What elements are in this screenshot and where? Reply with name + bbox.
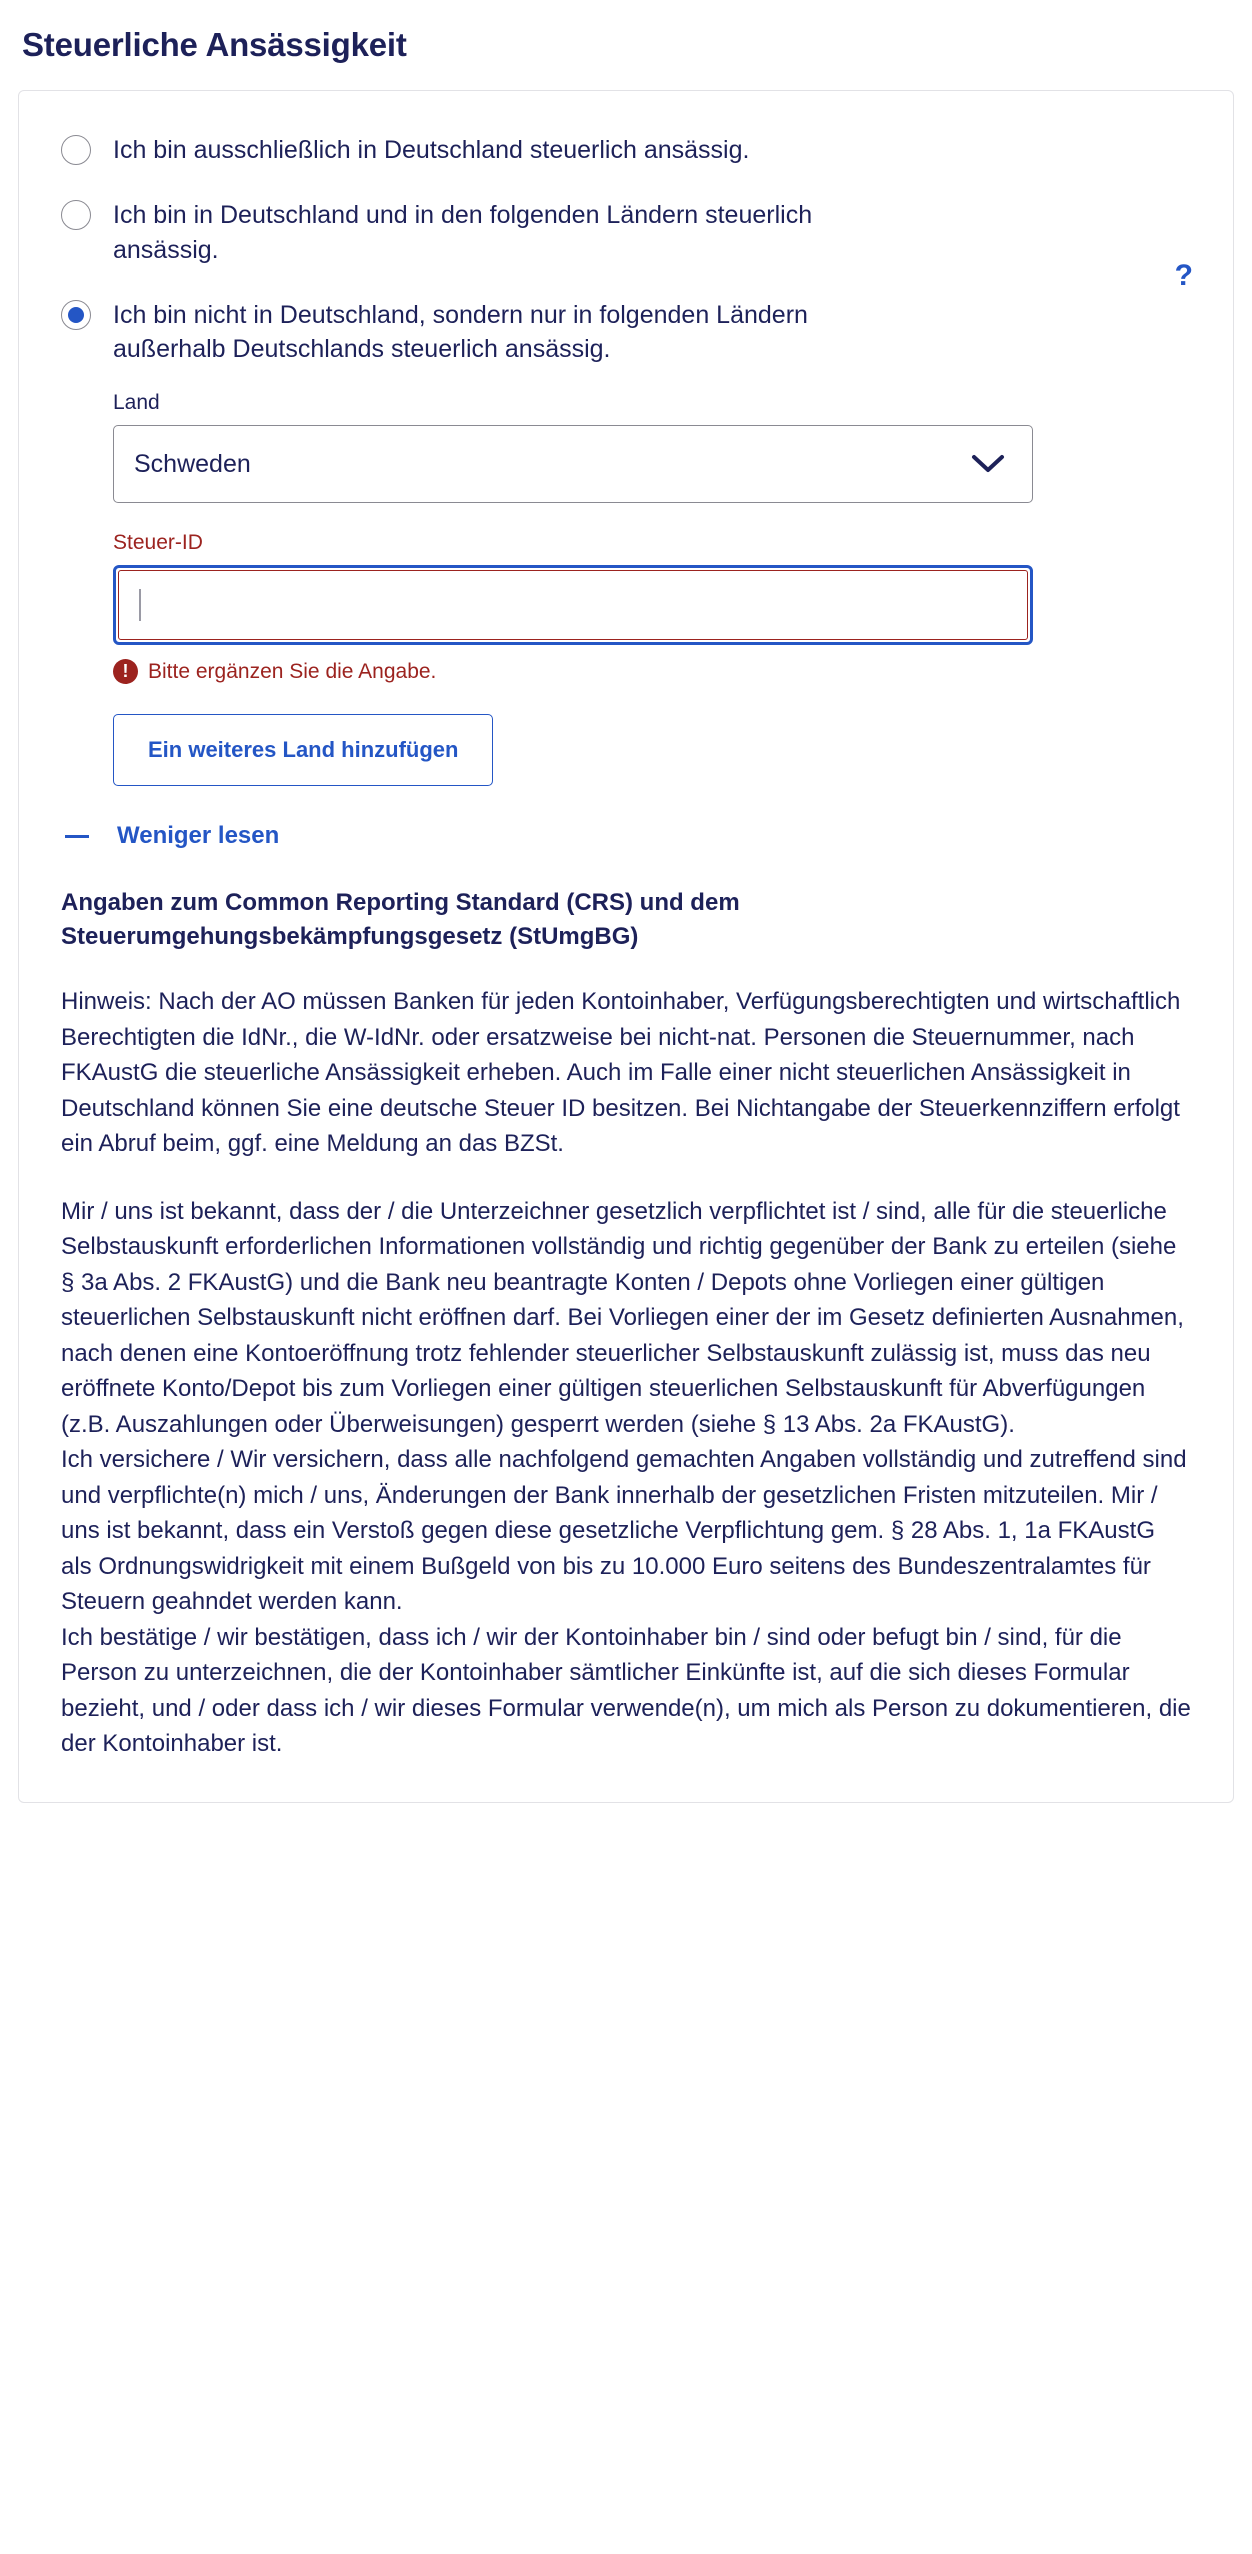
radio-label-only-germany: Ich bin ausschließlich in Deutschland steuerlich ansässig. [113,136,750,165]
radio-indicator-only-germany[interactable] [61,135,91,165]
radio-indicator-outside-germany-only[interactable] [61,300,91,330]
error-exclamation-icon: ! [113,659,138,684]
country-entry-block [113,391,1191,786]
tax-id-error-message: Bitte ergänzen Sie die Angabe. [148,659,437,683]
radio-label-germany-and-others: Ich bin in Deutschland und in den folgenden Ländern steuerlich ansässig. [113,201,813,264]
add-country-button[interactable]: Ein weiteres Land hinzufügen [113,714,493,786]
radio-option-only-germany[interactable] [61,133,1191,168]
radio-option-germany-and-others[interactable] [61,198,1191,268]
legal-paragraph-obligation: Mir / uns ist bekannt, dass der / die Unterzeichner gesetzlich verpflichtet ist / sind, alle für die steuerliche Selbstauskunft erforderlichen Informationen vollständig und richtig gegenüber der Bank zu erteilen (siehe § 3a Abs. 2 FKAustG) und die Bank neu beantragte Konten / Depots ohne Vorliegen einer gültigen steuerlichen Selbstauskunft nicht eröffnen darf. Bei Vorliegen einer der im Gesetz definierten Ausnahmen, nach denen eine Kontoeröffnung trotz fehlender steuerlicher Selbstauskunft zulässig ist, muss das neu eröffnete Konto/Depot bis zum Vorliegen einer gültigen steuerlichen Selbstauskunft für Abverfügungen (z.B. Auszahlungen oder Überweisungen) gesperrt werden (siehe § 13 Abs. 2a FKAustG). [61,1197,1184,1438]
minus-icon [65,835,89,838]
tax-residency-radio-group [61,133,1191,367]
country-select[interactable] [113,425,1033,503]
legal-heading: Angaben zum Common Reporting Standard (CRS) und dem Steuerumgehungsbekämpfungsgesetz (StUmgBG) [61,889,740,951]
help-question-icon[interactable]: ? [1174,259,1193,293]
page-root [0,24,1252,1803]
radio-indicator-germany-and-others[interactable] [61,200,91,230]
read-less-toggle[interactable] [61,822,1191,850]
legal-content [61,886,1191,1762]
legal-paragraph-hinweis: Hinweis: Nach der AO müssen Banken für jeden Kontoinhaber, Verfügungsberechtigten und wirtschaftlich Berechtigten die IdNr., die W-IdNr. oder ersatzweise bei nicht-nat. Personen die Steuernummer, nach FKAustG die steuerliche Ansässigkeit erheben. Auch im Falle einer nicht steuerlichen Ansässigkeit in Deutschland können Sie eine deutsche Steuer ID besitzen. Bei Nichtangabe der Steuerkennziffern erfolgt ein Abruf beim, ggf. eine Meldung an das BZSt. [61,988,1181,1158]
country-select-value: Schweden [134,449,251,478]
tax-residency-card [18,90,1234,1803]
read-less-label: Weniger lesen [117,822,280,849]
legal-paragraph-assurance: Ich versichere / Wir versichern, dass alle nachfolgend gemachten Angaben vollständig und zutreffend sind und verpflichte(n) mich / uns, Änderungen der Bank innerhalb der gesetzlichen Fristen mitzuteilen. Mir / uns ist bekannt, dass ein Verstoß gegen diese gesetzliche Verpflichtung gem. § 28 Abs. 1, 1a FKAustG als Ordnungswidrigkeit mit einem Bußgeld von bis zu 10.000 Euro seitens des Bundeszentralamtes für Steuern geahndet werden kann. [61,1446,1187,1616]
radio-label-outside-germany-only: Ich bin nicht in Deutschland, sondern nur in folgenden Ländern außerhalb Deutschlands steuerlich ansässig. [113,300,808,364]
country-select-wrap [113,425,1033,503]
tax-id-input[interactable] [118,570,1028,640]
radio-option-outside-germany-only[interactable] [61,298,1191,368]
tax-id-focus-ring [113,565,1033,645]
country-field-label: Land [113,391,160,414]
field-spacer [113,503,1191,531]
tax-id-field-label: Steuer-ID [113,531,203,554]
text-caret [139,589,141,621]
tax-id-error [113,659,1191,684]
page-title: Steuerliche Ansässigkeit [22,26,407,63]
legal-paragraph-confirmation: Ich bestätige / wir bestätigen, dass ich / wir der Kontoinhaber bin / sind oder befugt bin / sind, für die Person zu unterzeichnen, die der Kontoinhaber sämtlicher Einkünfte ist, auf die sich dieses Formular bezieht, und / oder dass ich / wir dieses Formular verwende(n), um mich als Person zu dokumentieren, die der Kontoinhaber ist. [61,1623,1191,1758]
